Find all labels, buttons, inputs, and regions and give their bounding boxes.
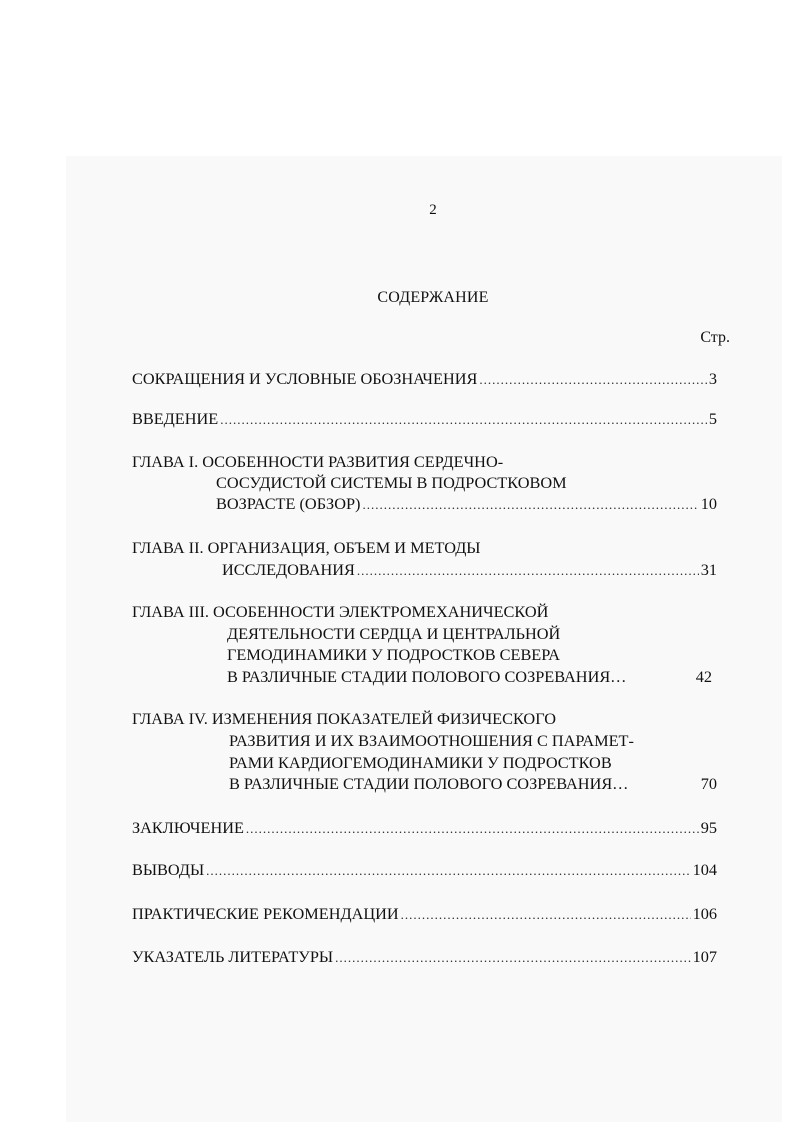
- toc-entry-text: СОКРАЩЕНИЯ И УСЛОВНЫЕ ОБОЗНАЧЕНИЯ: [132, 369, 478, 388]
- toc-entry-recommendations: [132, 903, 717, 925]
- toc-page-number: 42: [695, 667, 712, 686]
- toc-entry-text: ПРАКТИЧЕСКИЕ РЕКОМЕНДАЦИИ: [132, 904, 399, 923]
- page-title: СОДЕРЖАНИЕ: [377, 289, 489, 306]
- toc-entry-conclusion: [132, 817, 717, 839]
- toc-chapter3-line1: ГЛАВА III. ОСОБЕННОСТИ ЭЛЕКТРОМЕХАНИЧЕСКОЙ: [132, 602, 549, 621]
- leader-dots: [206, 860, 690, 882]
- toc-page-number: 106: [692, 904, 717, 923]
- toc-chapter3-line3: ГЕМОДИНАМИКИ У ПОДРОСТКОВ СЕВЕРА: [227, 645, 560, 664]
- toc-chapter3-line2: ДЕЯТЕЛЬНОСТИ СЕРДЦА И ЦЕНТРАЛЬНОЙ: [227, 624, 561, 643]
- toc-entry-text: УКАЗАТЕЛЬ ЛИТЕРАТУРЫ: [132, 947, 334, 966]
- leader-dots: [220, 409, 707, 431]
- leader-dots: [357, 560, 699, 582]
- toc-chapter4-line2: РАЗВИТИЯ И ИХ ВЗАИМООТНОШЕНИЯ С ПАРАМЕТ-: [229, 731, 634, 750]
- leader-dots: [246, 818, 699, 840]
- toc-page-number: 5: [708, 409, 717, 428]
- toc-chapter1-line2: СОСУДИСТОЙ СИСТЕМЫ В ПОДРОСТКОВОМ: [216, 473, 567, 492]
- toc-entry-text: ВОЗРАСТЕ (ОБЗОР): [216, 494, 361, 513]
- toc-chapter4-line1: ГЛАВА IV. ИЗМЕНЕНИЯ ПОКАЗАТЕЛЕЙ ФИЗИЧЕСКОГО: [132, 709, 556, 728]
- leader-dots: [401, 904, 691, 926]
- toc-entry-abbreviations: [132, 368, 717, 390]
- toc-entry-text: ВЫВОДЫ: [132, 860, 205, 879]
- toc-entry-chapter4: [229, 773, 717, 795]
- toc-page-number: 70: [700, 774, 717, 793]
- toc-chapter1-line1: ГЛАВА I. ОСОБЕННОСТИ РАЗВИТИЯ СЕРДЕЧНО-: [132, 452, 504, 471]
- leader-dots: [479, 369, 707, 391]
- leader-dots: [335, 947, 691, 969]
- toc-page-number: 107: [692, 947, 717, 966]
- toc-entry-text: ЗАКЛЮЧЕНИЕ: [132, 818, 244, 837]
- toc-page-number: 3: [708, 369, 717, 388]
- toc-entry-introduction: [132, 408, 717, 430]
- leader-dots: [362, 494, 698, 516]
- toc-page-number: 10: [700, 494, 717, 513]
- toc-page-number: 31: [700, 560, 717, 579]
- toc-entry-text: ИССЛЕДОВАНИЯ: [222, 560, 355, 579]
- toc-chapter2-line1: ГЛАВА II. ОРГАНИЗАЦИЯ, ОБЪЕМ И МЕТОДЫ: [132, 538, 481, 557]
- toc-page-number: 104: [692, 860, 717, 879]
- toc-entry-text: В РАЗЛИЧНЫЕ СТАДИИ ПОЛОВОГО СОЗРЕВАНИЯ…: [229, 774, 629, 793]
- page-number: 2: [429, 202, 437, 218]
- toc-entry-text: ВВЕДЕНИЕ: [132, 409, 219, 428]
- page-column-label: Стр.: [700, 329, 730, 346]
- toc-page-number: 95: [700, 818, 717, 837]
- toc-entry-chapter2: [222, 559, 717, 581]
- toc-entry-chapter1: [216, 493, 717, 515]
- toc-entry-text: В РАЗЛИЧНЫЕ СТАДИИ ПОЛОВОГО СОЗРЕВАНИЯ…: [227, 667, 627, 686]
- toc-entry-findings: [132, 859, 717, 881]
- toc-chapter4-line3: РАМИ КАРДИОГЕМОДИНАМИКИ У ПОДРОСТКОВ: [229, 753, 612, 772]
- toc-entry-references: [132, 946, 717, 968]
- toc-entry-chapter3: [227, 666, 712, 688]
